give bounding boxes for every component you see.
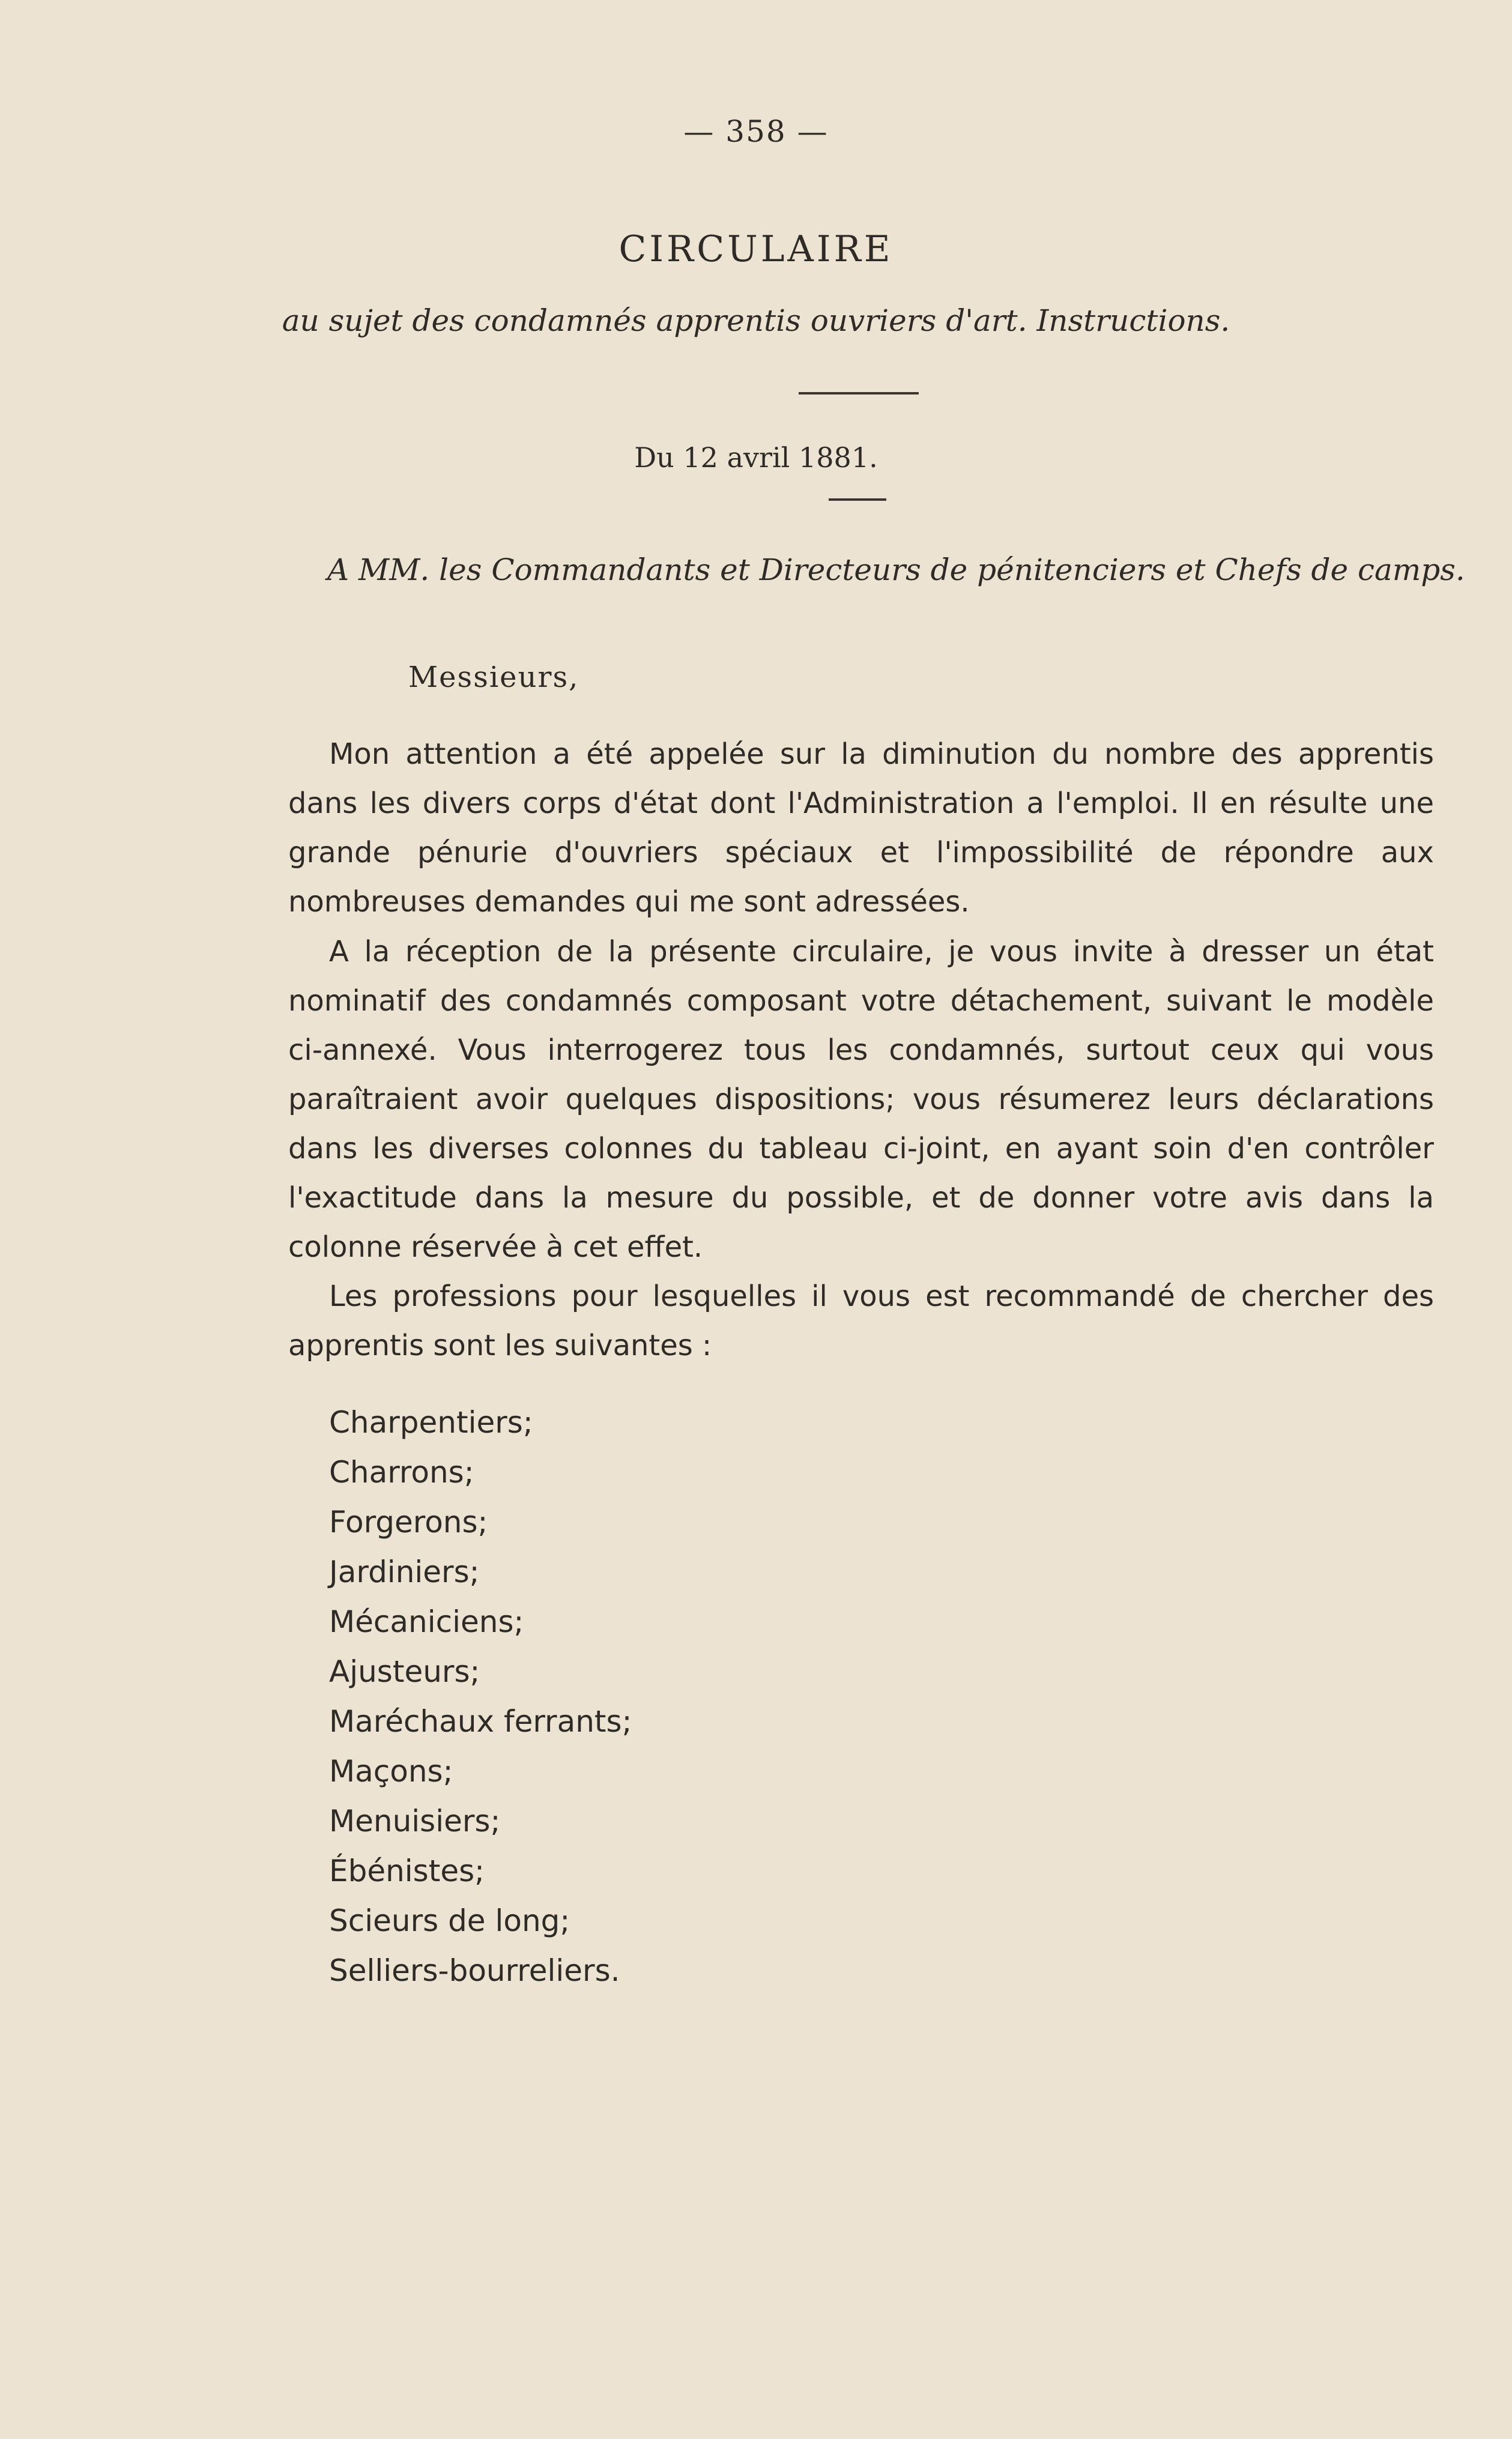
list-item: Ébénistes; (329, 1854, 485, 1888)
list-item: Charpentiers; (329, 1405, 533, 1440)
list-item: Menuisiers; (329, 1804, 501, 1839)
list-item: Selliers-bourreliers. (329, 1953, 620, 1988)
list-item: Scieurs de long; (329, 1903, 570, 1938)
circular-title: CIRCULAIRE (618, 228, 894, 270)
paragraph-3: Les professions pour lesquelles il vous est recommandé de chercher des apprentis sont les suivantes : (288, 1280, 1434, 1362)
list-item: Ajusteurs; (329, 1654, 480, 1689)
professions-list (329, 1398, 632, 1996)
list-item: Charrons; (329, 1455, 474, 1490)
circular-subtitle: au sujet des condamnés apprentis ouvriers d'art. Instructions. (282, 303, 1230, 338)
separator-rule-short (829, 498, 886, 501)
addressee-line: A MM. les Commandants et Directeurs de pénitenciers et Chefs de camps. (327, 552, 1465, 587)
list-item: Maréchaux ferrants; (329, 1704, 632, 1739)
page-number: — 358 — (683, 114, 829, 149)
circular-date: Du 12 avril 1881. (634, 441, 878, 474)
list-item: Forgerons; (329, 1505, 488, 1540)
paragraph-2: A la réception de la présente circulaire, je vous invite à dresser un état nominatif des condamnés composant votre détachement, suivant le modèle ci-annexé. Vous interrogerez tous les condamnés, surtout ceux qui vous paraîtraient avoir quelques dispositions; vous résumerez leurs déclarations dans les diverses colonnes du tableau ci-joint, en ayant soin d'en contrôler l'exactitude dans la mesure du possible, et de donner votre avis dans la colonne réservée à cet effet. (288, 935, 1434, 1264)
paragraph-1: Mon attention a été appelée sur la diminution du nombre des apprentis dans les divers corps d'état dont l'Administration a l'emploi. Il en résulte une grande pénurie d'ouvriers spéciaux et l'impossibilité de répondre aux nombreuses demandes qui me sont adressées. (288, 737, 1434, 919)
separator-rule (799, 392, 919, 394)
list-item: Jardiniers; (329, 1555, 480, 1589)
list-item: Maçons; (329, 1754, 453, 1789)
salutation: Messieurs, (408, 660, 579, 694)
list-item: Mécaniciens; (329, 1604, 524, 1639)
